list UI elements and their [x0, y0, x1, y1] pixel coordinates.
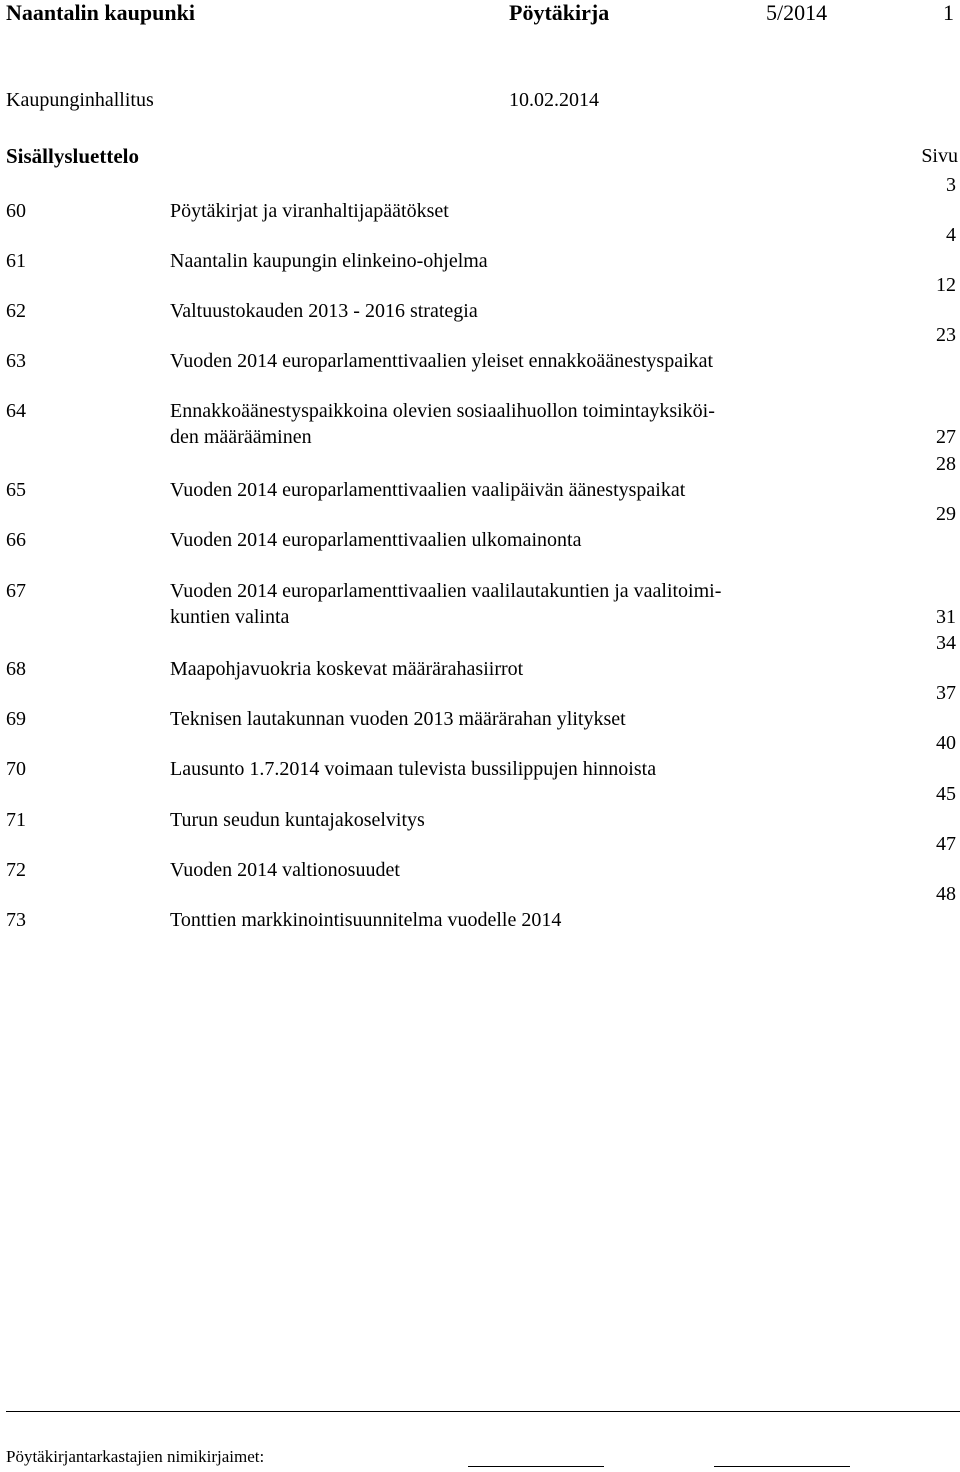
toc-entry-page: 47 [936, 833, 956, 855]
document-number: 5/2014 [766, 0, 828, 25]
toc-entry-title: Vuoden 2014 europarlamenttivaalien ulkomainonta [170, 529, 582, 551]
document-type: Pöytäkirja [509, 0, 610, 25]
toc-entry-number: 73 [6, 909, 26, 931]
toc-entry-number: 61 [6, 250, 26, 272]
signature-line [714, 1466, 850, 1467]
toc-entry-title: Naantalin kaupungin elinkeino-ohjelma [170, 250, 488, 272]
toc-entry-title: Vuoden 2014 europarlamenttivaalien yleiset ennakkoäänestyspaikat [170, 350, 714, 372]
toc-entry-number: 69 [6, 708, 26, 730]
footer-divider [6, 1411, 960, 1412]
toc-entry-title: Maapohjavuokria koskevat määrärahasiirrot [170, 658, 524, 680]
toc-entry-number: 66 [6, 529, 26, 551]
toc-entry-title: Turun seudun kuntajakoselvitys [170, 809, 425, 831]
toc-entry-page: 37 [936, 682, 956, 704]
toc-entry-number: 65 [6, 479, 26, 501]
toc-entry-number: 64 [6, 400, 26, 422]
toc-entry [0, 578, 960, 630]
toc-entry-number: 62 [6, 300, 26, 322]
toc-entry-number: 72 [6, 859, 26, 881]
toc-entry-title: Vuoden 2014 valtionosuudet [170, 859, 400, 881]
toc-entry-title: Lausunto 1.7.2014 voimaan tulevista bussilippujen hinnoista [170, 758, 657, 780]
toc-entry-page: 23 [936, 324, 956, 346]
toc-entry-number: 70 [6, 758, 26, 780]
toc-entry-title: Vuoden 2014 europarlamenttivaalien vaalipäivän äänestyspaikat [170, 479, 686, 501]
toc-entry-page: 45 [936, 783, 956, 805]
signature-line [468, 1466, 604, 1467]
toc-entry-page: 48 [936, 883, 956, 905]
toc-entry-title: Tonttien markkinointisuunnitelma vuodelle 2014 [170, 909, 562, 931]
toc-page-label: Sivu [921, 145, 958, 167]
toc-entry-number: 71 [6, 809, 26, 831]
toc-entry-page: 12 [936, 274, 956, 296]
toc-entry-page: 27 [936, 426, 956, 448]
toc-entry-page: 29 [936, 503, 956, 525]
meeting-body: Kaupunginhallitus [6, 89, 154, 111]
toc-entry-page: 34 [936, 632, 956, 654]
toc-entry-title: Teknisen lautakunnan vuoden 2013 määrärahan ylitykset [170, 708, 626, 730]
toc-entry-title: Ennakkoäänestyspaikkoina olevien sosiaalihuollon toimintayksiköi- den määrääminen [170, 400, 715, 448]
toc-entry-number: 68 [6, 658, 26, 680]
meeting-date: 10.02.2014 [509, 89, 599, 111]
toc-title: Sisällysluettelo [6, 144, 140, 168]
footer-label: Pöytäkirjantarkastajien nimikirjaimet: [6, 1447, 265, 1466]
toc-entry-page: 3 [946, 174, 956, 196]
toc-entry-number: 60 [6, 200, 26, 222]
toc-entry [0, 398, 960, 450]
toc-entry-page: 31 [936, 606, 956, 628]
toc-entry-number: 67 [6, 580, 26, 602]
organization-name: Naantalin kaupunki [6, 0, 195, 25]
toc-entry-title: Valtuustokauden 2013 - 2016 strategia [170, 300, 478, 322]
toc-entry-title: Vuoden 2014 europarlamenttivaalien vaalilautakuntien ja vaalitoimi- kuntien valinta [170, 580, 722, 628]
toc-entry-page: 28 [936, 453, 956, 475]
toc-entry-number: 63 [6, 350, 26, 372]
toc-entry-page: 40 [936, 732, 956, 754]
toc-entry-page: 4 [946, 224, 956, 246]
page-number: 1 [943, 0, 954, 25]
toc-entry-title: Pöytäkirjat ja viranhaltijapäätökset [170, 200, 449, 222]
